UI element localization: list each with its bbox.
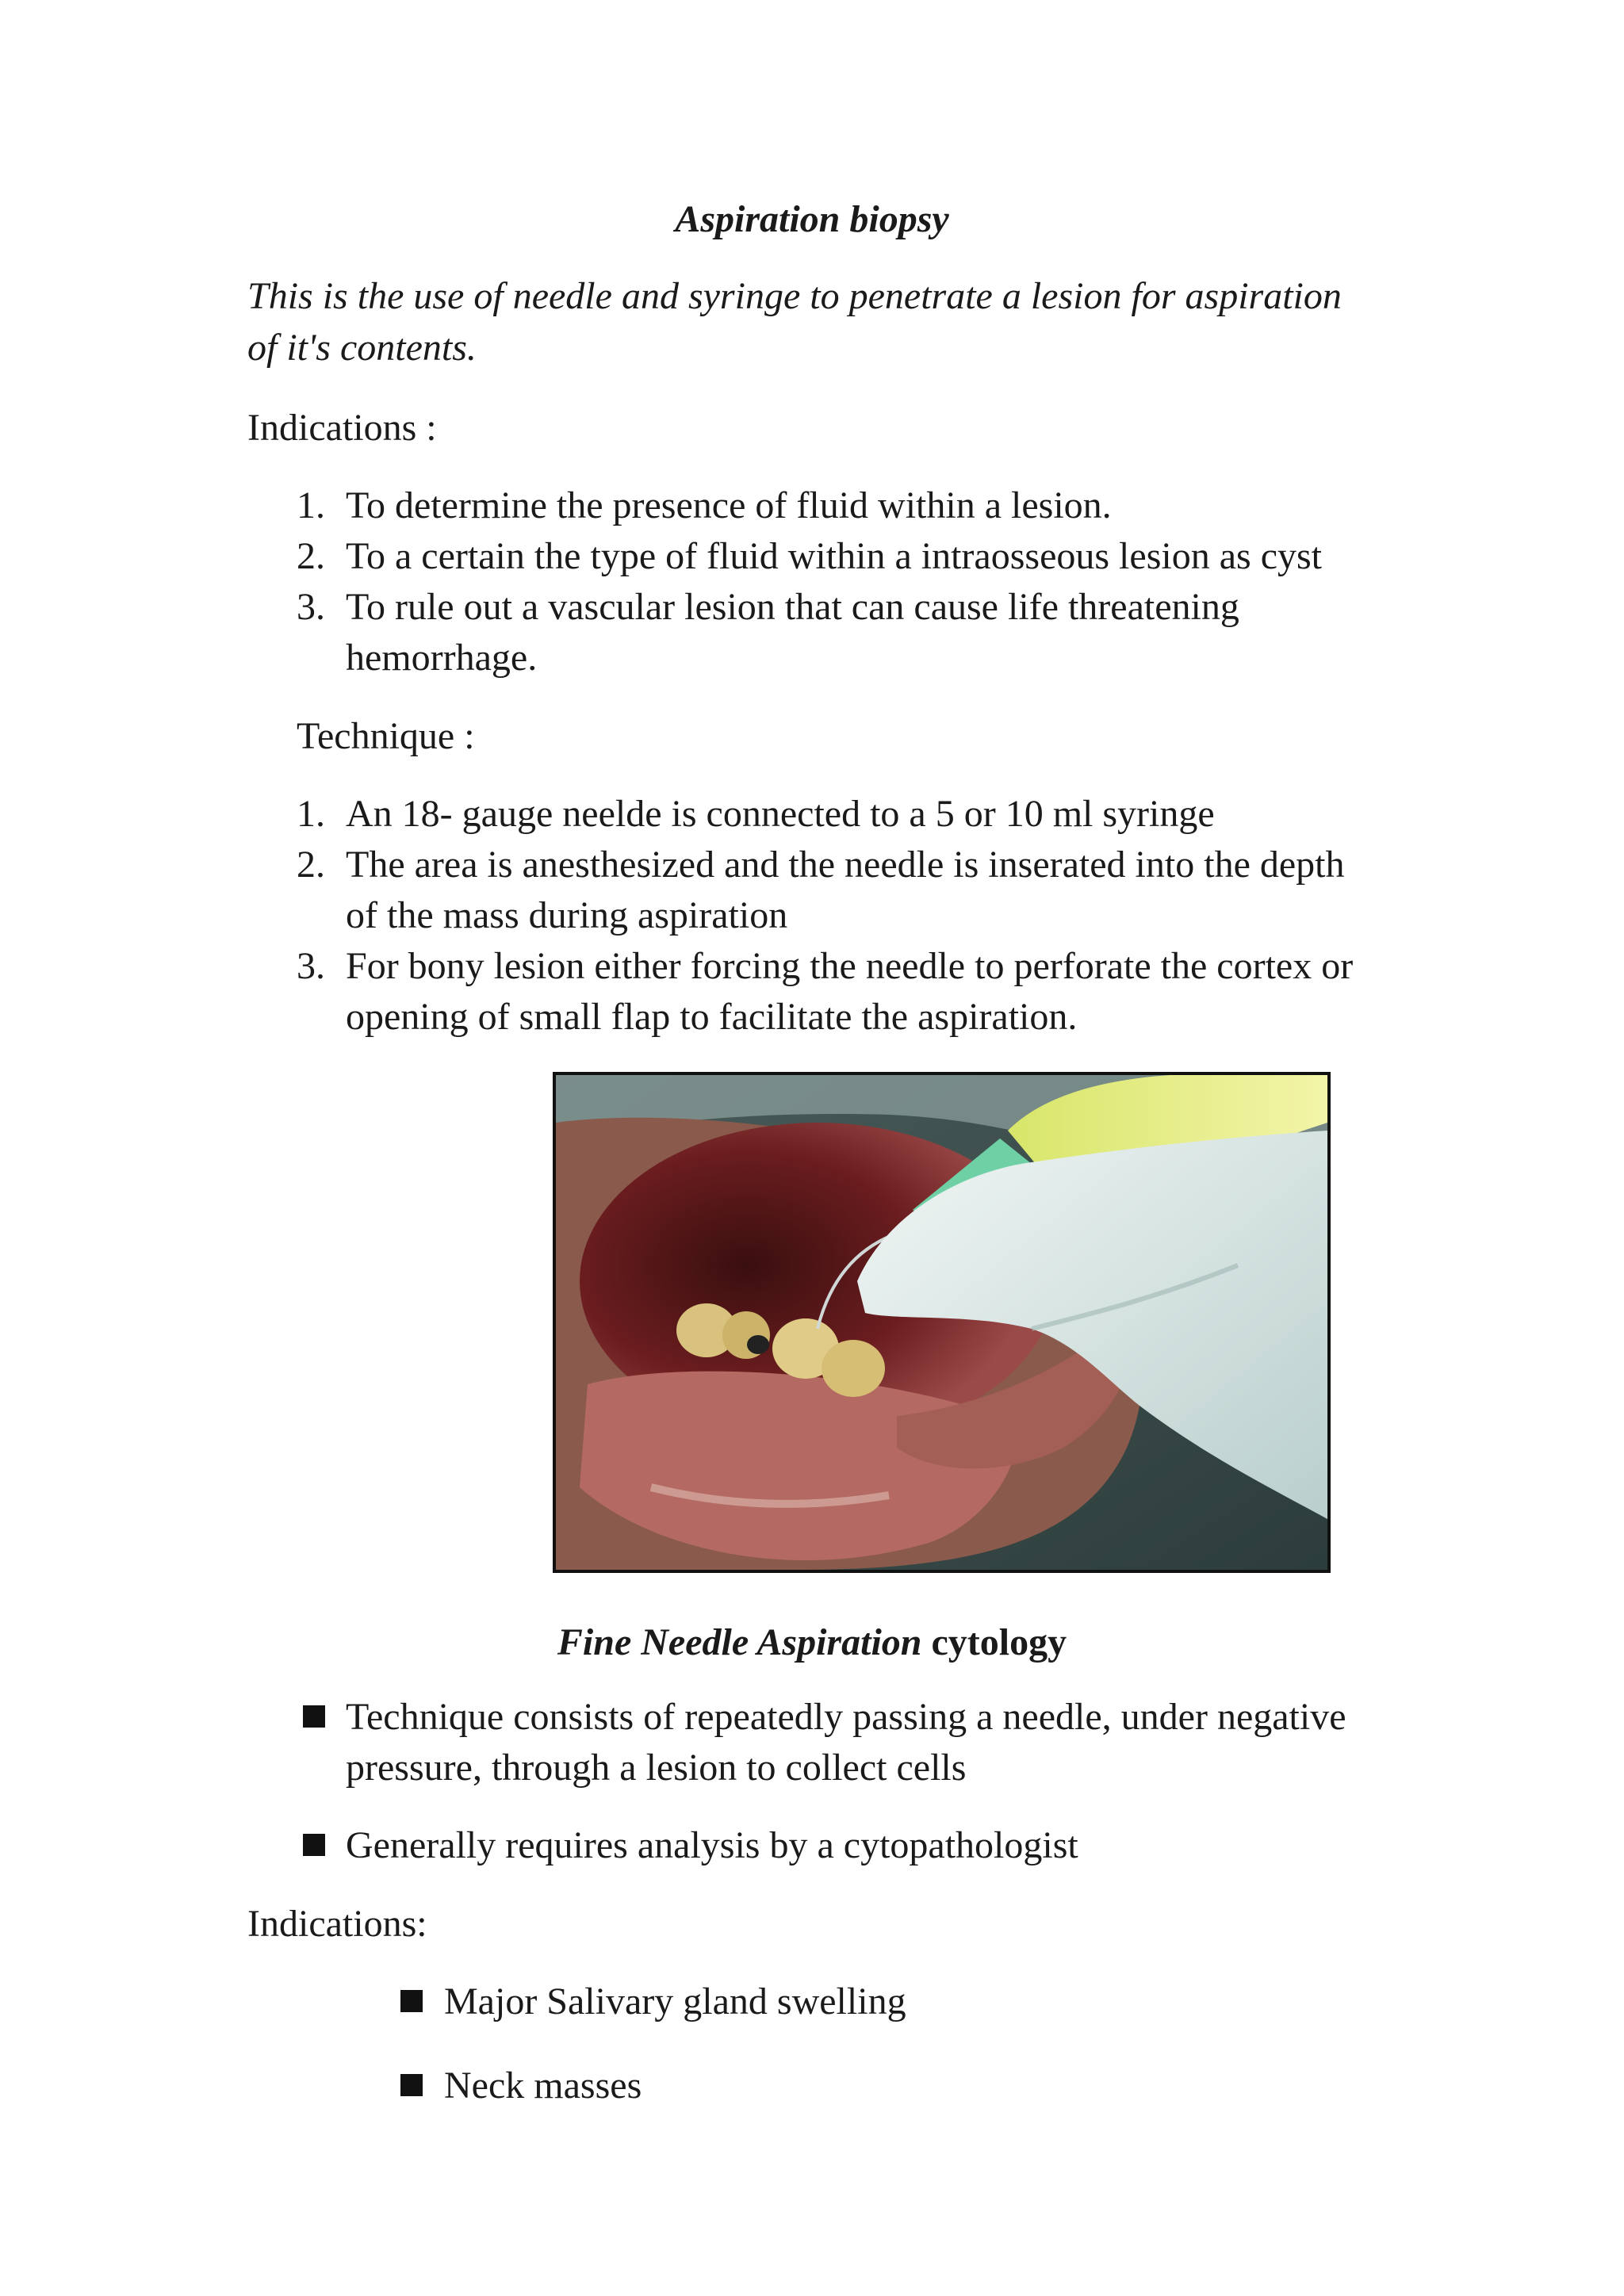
bullet-1-line-2: pressure, through a lesion to collect cells: [346, 1747, 967, 1789]
intro-line-1: This is the use of needle and syringe to penetrate a lesion for aspiration: [247, 275, 1342, 317]
technique-item-3: [297, 941, 1353, 992]
bullet-1-line-1: Technique consists of repeatedly passing a needle, under negative: [346, 1696, 1346, 1738]
list-item-text: The area is anesthesized and the needle is inserated into the depth: [346, 844, 1345, 886]
list-number: 2.: [297, 535, 325, 577]
technique-heading: Technique :: [297, 715, 475, 757]
square-bullet-icon: [400, 1990, 423, 2012]
intro-line-2: of it's contents.: [247, 327, 477, 369]
section-title-fna-cytology: [0, 1617, 1624, 1668]
list-item-text: To rule out a vascular lesion that can cause life threatening: [346, 586, 1239, 628]
bullet-2: Generally requires analysis by a cytopathologist: [346, 1824, 1078, 1866]
indication-item-2: [297, 531, 1322, 582]
list-item-text: To determine the presence of fluid within a lesion.: [346, 484, 1112, 526]
square-bullet-icon: [303, 1834, 325, 1856]
indication-salivary-gland: Major Salivary gland swelling: [444, 1980, 906, 2022]
list-item-text: For bony lesion either forcing the needle to perforate the cortex or: [346, 945, 1354, 987]
square-bullet-icon: [303, 1705, 325, 1728]
indications-heading: Indications :: [247, 407, 437, 449]
indication-item-1: [297, 480, 1112, 531]
technique-item-1: [297, 789, 1215, 840]
list-item-text: An 18- gauge neelde is connected to a 5 or 10 ml syringe: [346, 793, 1215, 835]
title-plain-part: cytology: [931, 1621, 1067, 1663]
indication-item-3: [297, 582, 1239, 633]
list-number: 1.: [297, 793, 325, 835]
indications-heading-2: Indications:: [247, 1903, 427, 1945]
list-number: 1.: [297, 484, 325, 526]
title-italic-part: Fine Needle Aspiration: [557, 1621, 922, 1663]
list-number: 3.: [297, 945, 325, 987]
indication-neck-masses: Neck masses: [444, 2064, 642, 2107]
square-bullet-icon: [400, 2074, 423, 2096]
technique-item-3-continuation: opening of small flap to facilitate the aspiration.: [346, 996, 1078, 1038]
technique-item-2-continuation: of the mass during aspiration: [346, 894, 788, 936]
indication-item-3-continuation: hemorrhage.: [346, 637, 538, 679]
aspiration-photo-illustration: [556, 1075, 1327, 1570]
aspiration-photo: [553, 1072, 1331, 1573]
list-item-text: To a certain the type of fluid within a intraosseous lesion as cyst: [346, 535, 1323, 577]
technique-item-2: [297, 840, 1345, 890]
section-title-aspiration-biopsy: Aspiration biopsy: [675, 198, 949, 240]
list-number: 2.: [297, 844, 325, 886]
list-number: 3.: [297, 586, 325, 628]
